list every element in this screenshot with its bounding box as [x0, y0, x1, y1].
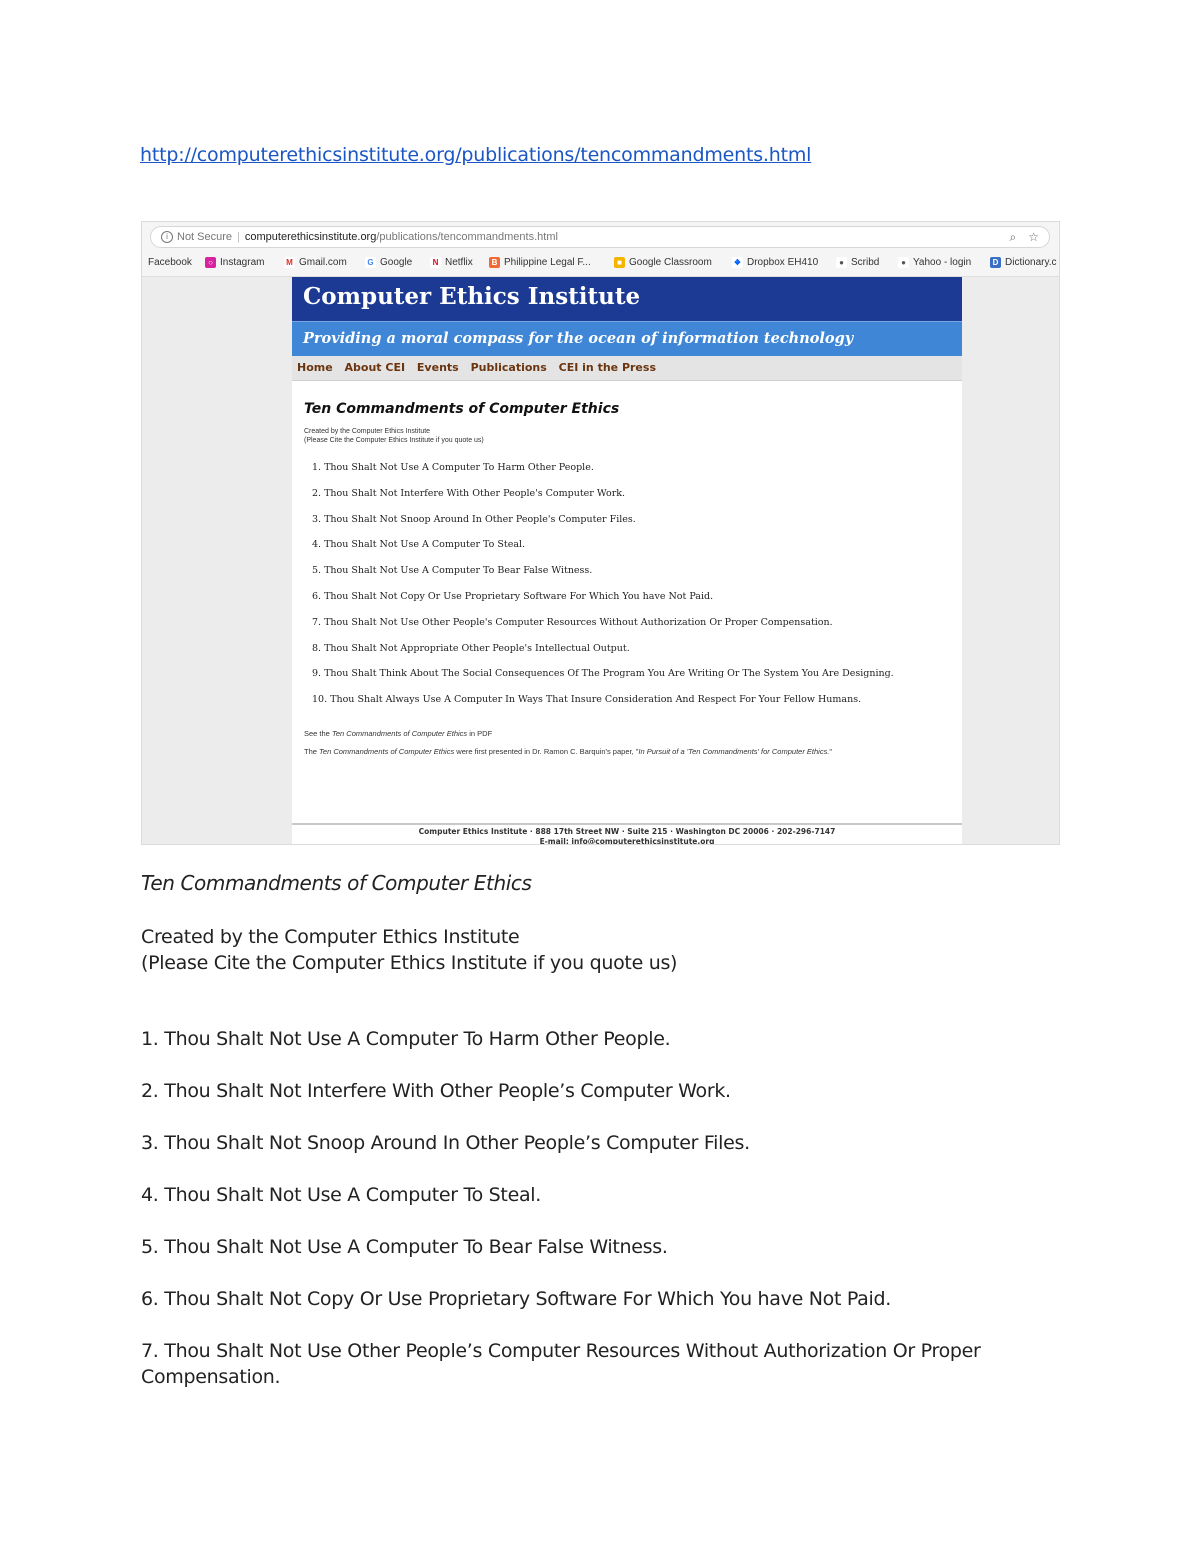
list-item: 2. Thou Shalt Not Interfere With Other People’s Computer Work. [141, 1080, 731, 1102]
blogger-icon: B [489, 257, 500, 268]
browser-viewport [142, 277, 1060, 845]
dictionary-icon: D [990, 257, 1001, 268]
list-item: 7. Thou Shalt Not Use Other People’s Computer Resources Without Authorization Or Proper Compensation. [141, 1340, 981, 1388]
list-item: 4. Thou Shalt Not Use A Computer To Steal. [141, 1184, 542, 1206]
url-host: computerethicsinstitute.org [244, 231, 377, 243]
site-page [292, 277, 962, 845]
nav-home[interactable]: Home [297, 361, 333, 374]
site-pdf-note: See the Ten Commandments of Computer Ethics in PDF [304, 728, 493, 738]
bookmark-dictionary[interactable]: D Dictionary.c [990, 252, 1057, 274]
nav-events[interactable]: Events [416, 361, 459, 374]
list-item: 1. Thou Shalt Not Use A Computer To Harm Other People. [312, 462, 594, 473]
site-footer [292, 823, 962, 845]
info-icon: i [161, 231, 173, 243]
address-bar-row [142, 222, 1060, 252]
document-heading: Ten Commandments of Computer Ethics [141, 871, 532, 895]
site-heading: Ten Commandments of Computer Ethics [304, 401, 620, 417]
nav-publications[interactable]: Publications [470, 361, 547, 374]
list-item: 10. Thou Shalt Always Use A Computer In Ways That Insure Consideration And Respect For Your Fellow Humans. [312, 694, 862, 706]
url-path: /publications/tencommandments.html [376, 231, 558, 243]
document-commandments-list [141, 1026, 1041, 1416]
list-item: 8. Thou Shalt Not Appropriate Other People's Intellectual Output. [312, 642, 630, 654]
document-url-link[interactable]: http://computerethicsinstitute.org/publications/tencommandments.html [140, 144, 812, 166]
bookmark-scribd[interactable]: ● Scribd [836, 252, 879, 274]
site-tagline: Providing a moral compass for the ocean of information technology [292, 321, 962, 356]
site-credit-line1: Created by the Computer Ethics Institute [304, 428, 431, 435]
bookmark-google[interactable]: G Google [365, 252, 412, 274]
site-title: Computer Ethics Institute [292, 277, 962, 321]
security-label: Not Secure [177, 231, 233, 243]
bookmark-instagram[interactable]: ○ Instagram [205, 252, 264, 274]
document-credit-line2: (Please Cite the Computer Ethics Institute if you quote us) [141, 952, 678, 974]
site-nav [292, 356, 962, 381]
bookmark-yahoo[interactable]: ● Yahoo - login [898, 252, 971, 274]
document-credit-line1: Created by the Computer Ethics Institute [141, 926, 520, 948]
list-item: 5. Thou Shalt Not Use A Computer To Bear False Witness. [312, 565, 593, 577]
list-item: 5. Thou Shalt Not Use A Computer To Bear False Witness. [141, 1236, 668, 1258]
list-item: 6. Thou Shalt Not Copy Or Use Proprietary Software For Which You have Not Paid. [312, 590, 714, 602]
list-item: 9. Thou Shalt Think About The Social Consequences Of The Program You Are Writing Or The System You Are Designing. [312, 668, 894, 680]
site-origin-note: The Ten Commandments of Computer Ethics were first presented in Dr. Ramon C. Barquin's paper, "In Pursuit of a 'Ten Commandments' for Computer Ethics." [304, 746, 833, 756]
star-icon[interactable]: ☆ [1028, 230, 1039, 244]
gmail-icon: M [284, 257, 295, 268]
address-bar[interactable] [150, 226, 1050, 248]
nav-about[interactable]: About CEI [344, 361, 406, 374]
list-item: 4. Thou Shalt Not Use A Computer To Steal. [312, 539, 526, 551]
bookmark-gmail[interactable]: M Gmail.com [284, 252, 347, 274]
pdf-link[interactable]: Ten Commandments of Computer Ethics [331, 728, 468, 738]
site-commandments-list [304, 461, 950, 719]
list-item: 6. Thou Shalt Not Copy Or Use Proprietary Software For Which You have Not Paid. [141, 1288, 891, 1310]
instagram-icon: ○ [205, 257, 216, 268]
list-item: 7. Thou Shalt Not Use Other People's Computer Resources Without Authorization Or Proper Compensation. [312, 616, 833, 628]
site-content [292, 381, 962, 757]
classroom-icon: ■ [614, 257, 625, 268]
netflix-icon: N [430, 257, 441, 268]
bookmarks-bar [142, 252, 1060, 277]
list-item: 2. Thou Shalt Not Interfere With Other People's Computer Work. [312, 487, 626, 499]
browser-screenshot [141, 221, 1060, 845]
dropbox-icon: ❖ [733, 257, 742, 267]
bookmark-philippine-legal[interactable]: B Philippine Legal F... [489, 252, 591, 274]
bookmark-facebook[interactable]: Facebook [148, 257, 192, 268]
site-credit-line2: (Please Cite the Computer Ethics Institute if you quote us) [304, 437, 484, 444]
nav-press[interactable]: CEI in the Press [558, 361, 656, 374]
footer-email: E-mail: info@computerethicsinstitute.org [539, 837, 715, 845]
globe-icon: ● [898, 257, 909, 268]
list-item: 1. Thou Shalt Not Use A Computer To Harm Other People. [141, 1028, 671, 1050]
globe-icon: ● [836, 257, 847, 268]
google-icon: G [365, 257, 376, 268]
bookmark-google-classroom[interactable]: ■ Google Classroom [614, 252, 712, 274]
security-indicator[interactable]: i Not Secure | computerethicsinstitute.org/publications/tencommandments.html [161, 227, 558, 247]
zoom-icon[interactable]: ⌕ [1009, 230, 1017, 244]
footer-address: Computer Ethics Institute · 888 17th Street NW · Suite 215 · Washington DC 20006 · 202-296-7147 [418, 827, 836, 836]
bookmark-netflix[interactable]: N Netflix [430, 252, 473, 274]
list-item: 3. Thou Shalt Not Snoop Around In Other People's Computer Files. [312, 513, 636, 525]
list-item: 3. Thou Shalt Not Snoop Around In Other People’s Computer Files. [141, 1132, 750, 1154]
document-credit [141, 924, 677, 976]
bookmark-dropbox[interactable]: ❖ Dropbox EH410 [733, 257, 819, 268]
